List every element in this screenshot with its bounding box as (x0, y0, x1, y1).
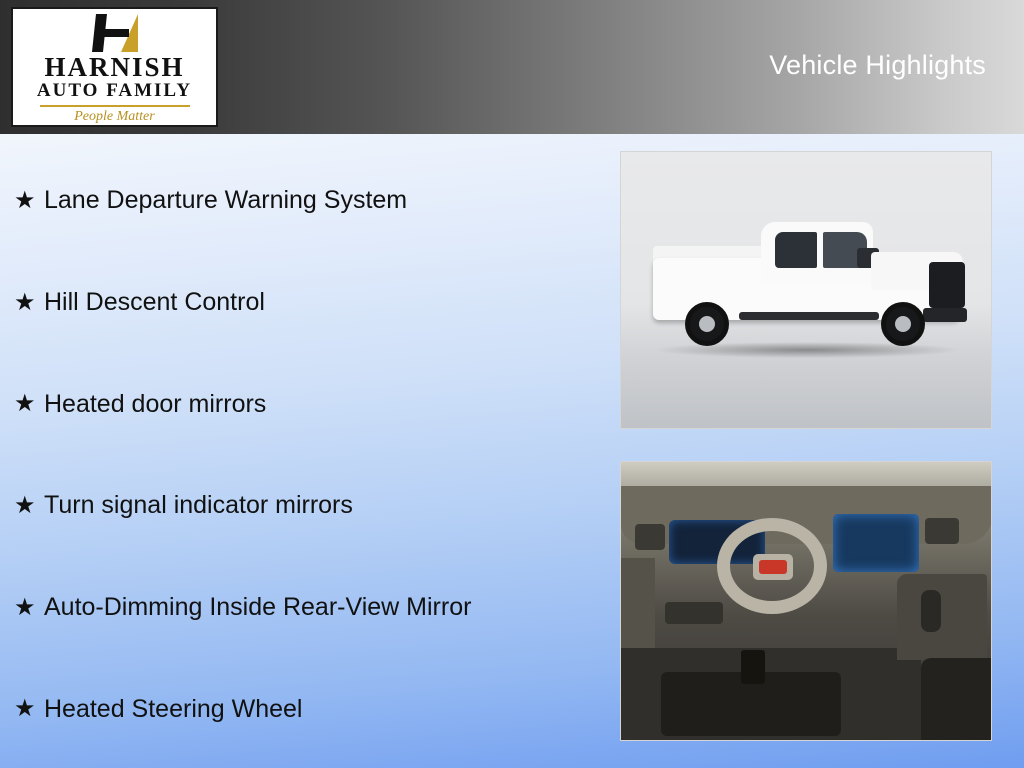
star-bullet-icon: ★ (14, 491, 36, 519)
star-bullet-icon: ★ (14, 695, 36, 723)
feature-label: Auto-Dimming Inside Rear-View Mirror (44, 593, 472, 622)
feature-label: Hill Descent Control (44, 288, 265, 316)
logo-divider (40, 105, 190, 107)
page-title: Vehicle Highlights (769, 50, 986, 80)
logo-tagline: People Matter (74, 109, 155, 124)
star-bullet-icon: ★ (14, 186, 36, 214)
interior-dashboard-steering-wheel (620, 461, 992, 741)
star-bullet-icon: ★ (14, 288, 36, 316)
feature-label: Lane Departure Warning System (44, 186, 408, 215)
list-item (0, 658, 600, 760)
feature-label: Heated door mirrors (44, 389, 267, 418)
exterior-front-three-quarter-white-pickup (620, 151, 992, 429)
list-item (0, 150, 600, 252)
logo-subtitle: AUTO FAMILY (36, 80, 193, 102)
feature-label: Heated Steering Wheel (44, 694, 303, 723)
list-item (0, 353, 600, 455)
pickup-truck-illustration (643, 200, 973, 378)
feature-list (0, 150, 600, 760)
list-item (0, 557, 600, 659)
star-bullet-icon: ★ (14, 390, 36, 418)
dealer-logo (11, 7, 218, 127)
list-item (0, 455, 600, 557)
list-item (0, 252, 600, 354)
feature-label: Turn signal indicator mirrors (44, 491, 353, 520)
star-bullet-icon: ★ (14, 593, 36, 621)
harnish-monogram-icon (88, 14, 142, 51)
logo-name: HARNISH (44, 51, 185, 82)
